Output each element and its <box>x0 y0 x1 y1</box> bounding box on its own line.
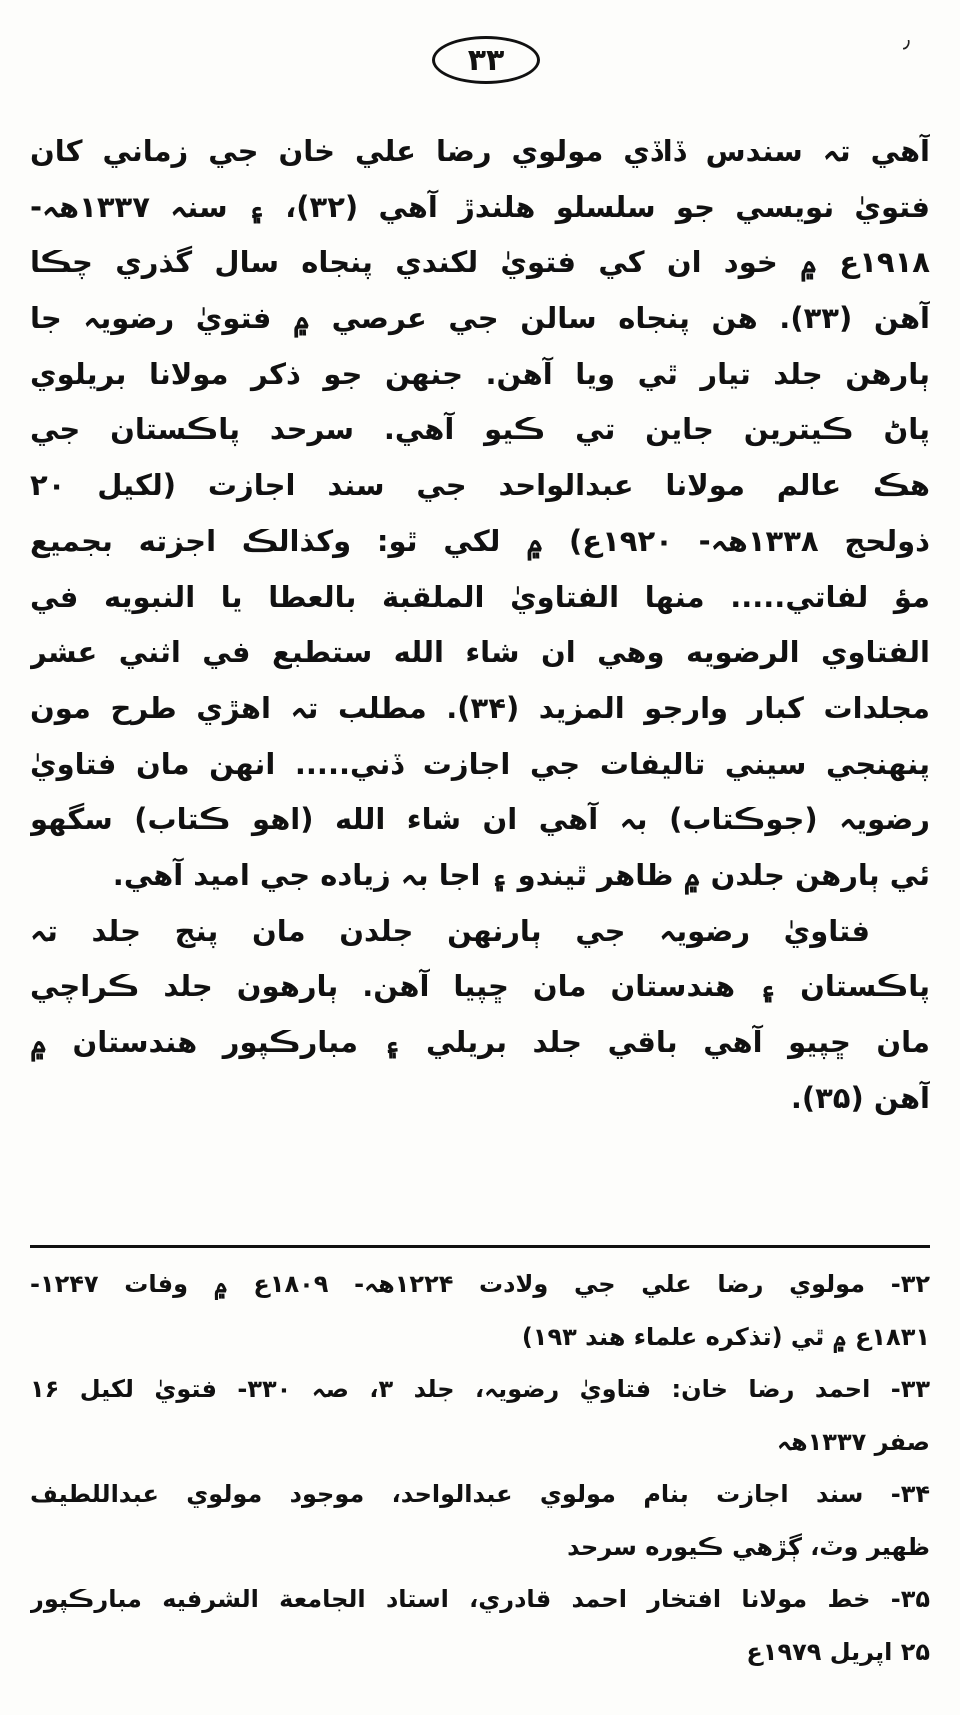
text-line: الفتاوي الرضويه وهي ان شاء الله ستطبع في اثني عشر <box>30 635 930 670</box>
footnote-line: صفر ۱۳۳۷هہ <box>776 1427 930 1456</box>
text-line: ذولحج ۱۳۳۸هہ- ۱۹۲۰ع) ۾ لکي ٿو: وکذالڪ اجزته بجميع <box>30 523 930 558</box>
text-line: هڪ عالم مولانا عبدالواحد جي سند اجازت (لکيل ۲۰ <box>30 468 930 503</box>
text-line: پنهنجي سيني تاليفات جي اجازت ڏني..... انهن مان فتاويٰ <box>30 746 930 781</box>
footnote-line: ۳۴- سند اجازت بنام مولوي عبدالواحد، موجود مولوي عبداللطيف <box>30 1480 930 1508</box>
text-line: مؤ لفاتي..... منها الفتاويٰ الملقبة بالعطا يا النبويه في <box>30 579 930 614</box>
text-line: مان ڇپيو آهي باقي جلد بريلي ۽ مبارڪپور هندستان ۾ <box>30 1025 930 1059</box>
footnote-line: ظهير وٽ، ڳڙهي ڪيوره سرحد <box>567 1532 930 1561</box>
text-line: آهن (۳۵). <box>790 1080 930 1115</box>
text-line: رضويہ (جوڪتاب) بہ آهي ان شاء الله (اهو ڪتاب) سگهو <box>30 802 930 837</box>
text-line: فتويٰ نويسي جو سلسلو هلندڙ آهي (۳۲)، ۽ سنہ ۱۳۳۷هہ- <box>30 189 930 224</box>
footnote-line: ۳۵- خط مولانا افتخار احمد قادري، استاد الجامعة الشرفيه مبارڪپور <box>30 1585 930 1613</box>
text-line: آهن (۳۳). هن پنجاه سالن جي عرصي ۾ فتويٰ رضويہ جا <box>30 301 930 336</box>
footnote-line: ۳۳- احمد رضا خان: فتاويٰ رضويہ، جلد ۳، صہ ۳۳۰- فتويٰ لکيل ۱۶ <box>30 1375 930 1403</box>
text-line: مجلدات کبار وارجو المزيد (۳۴). مطلب تہ اهڙي طرح مون <box>30 690 930 725</box>
footnotes <box>30 1258 930 1678</box>
corner-mark: ٫ <box>903 28 911 53</box>
footnote-line: ۱۸۳۱ع ۾ ٿي (تذکره علماء هند ۱۹۳) <box>521 1322 930 1351</box>
main-text <box>30 124 930 1126</box>
text-line: ۱۹۱۸ع ۾ خود ان کي فتويٰ لکندي پنجاه سال گذري چڪا <box>30 245 930 280</box>
footnote-divider <box>30 1245 930 1248</box>
text-line: پاڻ ڪيترين جاين تي ڪيو آهي. سرحد پاڪستان جي <box>30 412 930 447</box>
text-line: ٻارهن جلد تيار ٿي ويا آهن. جنهن جو ذکر مولانا بريلوي <box>30 356 930 391</box>
text-line: آهي تہ سندس ڏاڏي مولوي رضا علي خان جي زماني کان <box>30 134 930 168</box>
footnote-line: ۳۲- مولوي رضا علي جي ولادت ۱۲۲۴هہ- ۱۸۰۹ع ۾ وفات ۱۲۴۷- <box>30 1270 930 1298</box>
text-line: فتاويٰ رضويہ جي ٻارنهن جلدن مان پنج جلد تہ <box>30 913 870 948</box>
footnote-line: ۲۵ اپريل ۱۹۷۹ع <box>746 1637 930 1666</box>
text-line: پاڪستان ۽ هندستان مان ڇپيا آهن. ٻارهون جلد ڪراچي <box>30 969 930 1004</box>
text-line: ئي ٻارهن جلدن ۾ ظاهر ٿيندو ۽ اجا بہ زياده جي اميد آهي. <box>112 857 930 892</box>
page-number: ۳۳ <box>432 36 540 84</box>
